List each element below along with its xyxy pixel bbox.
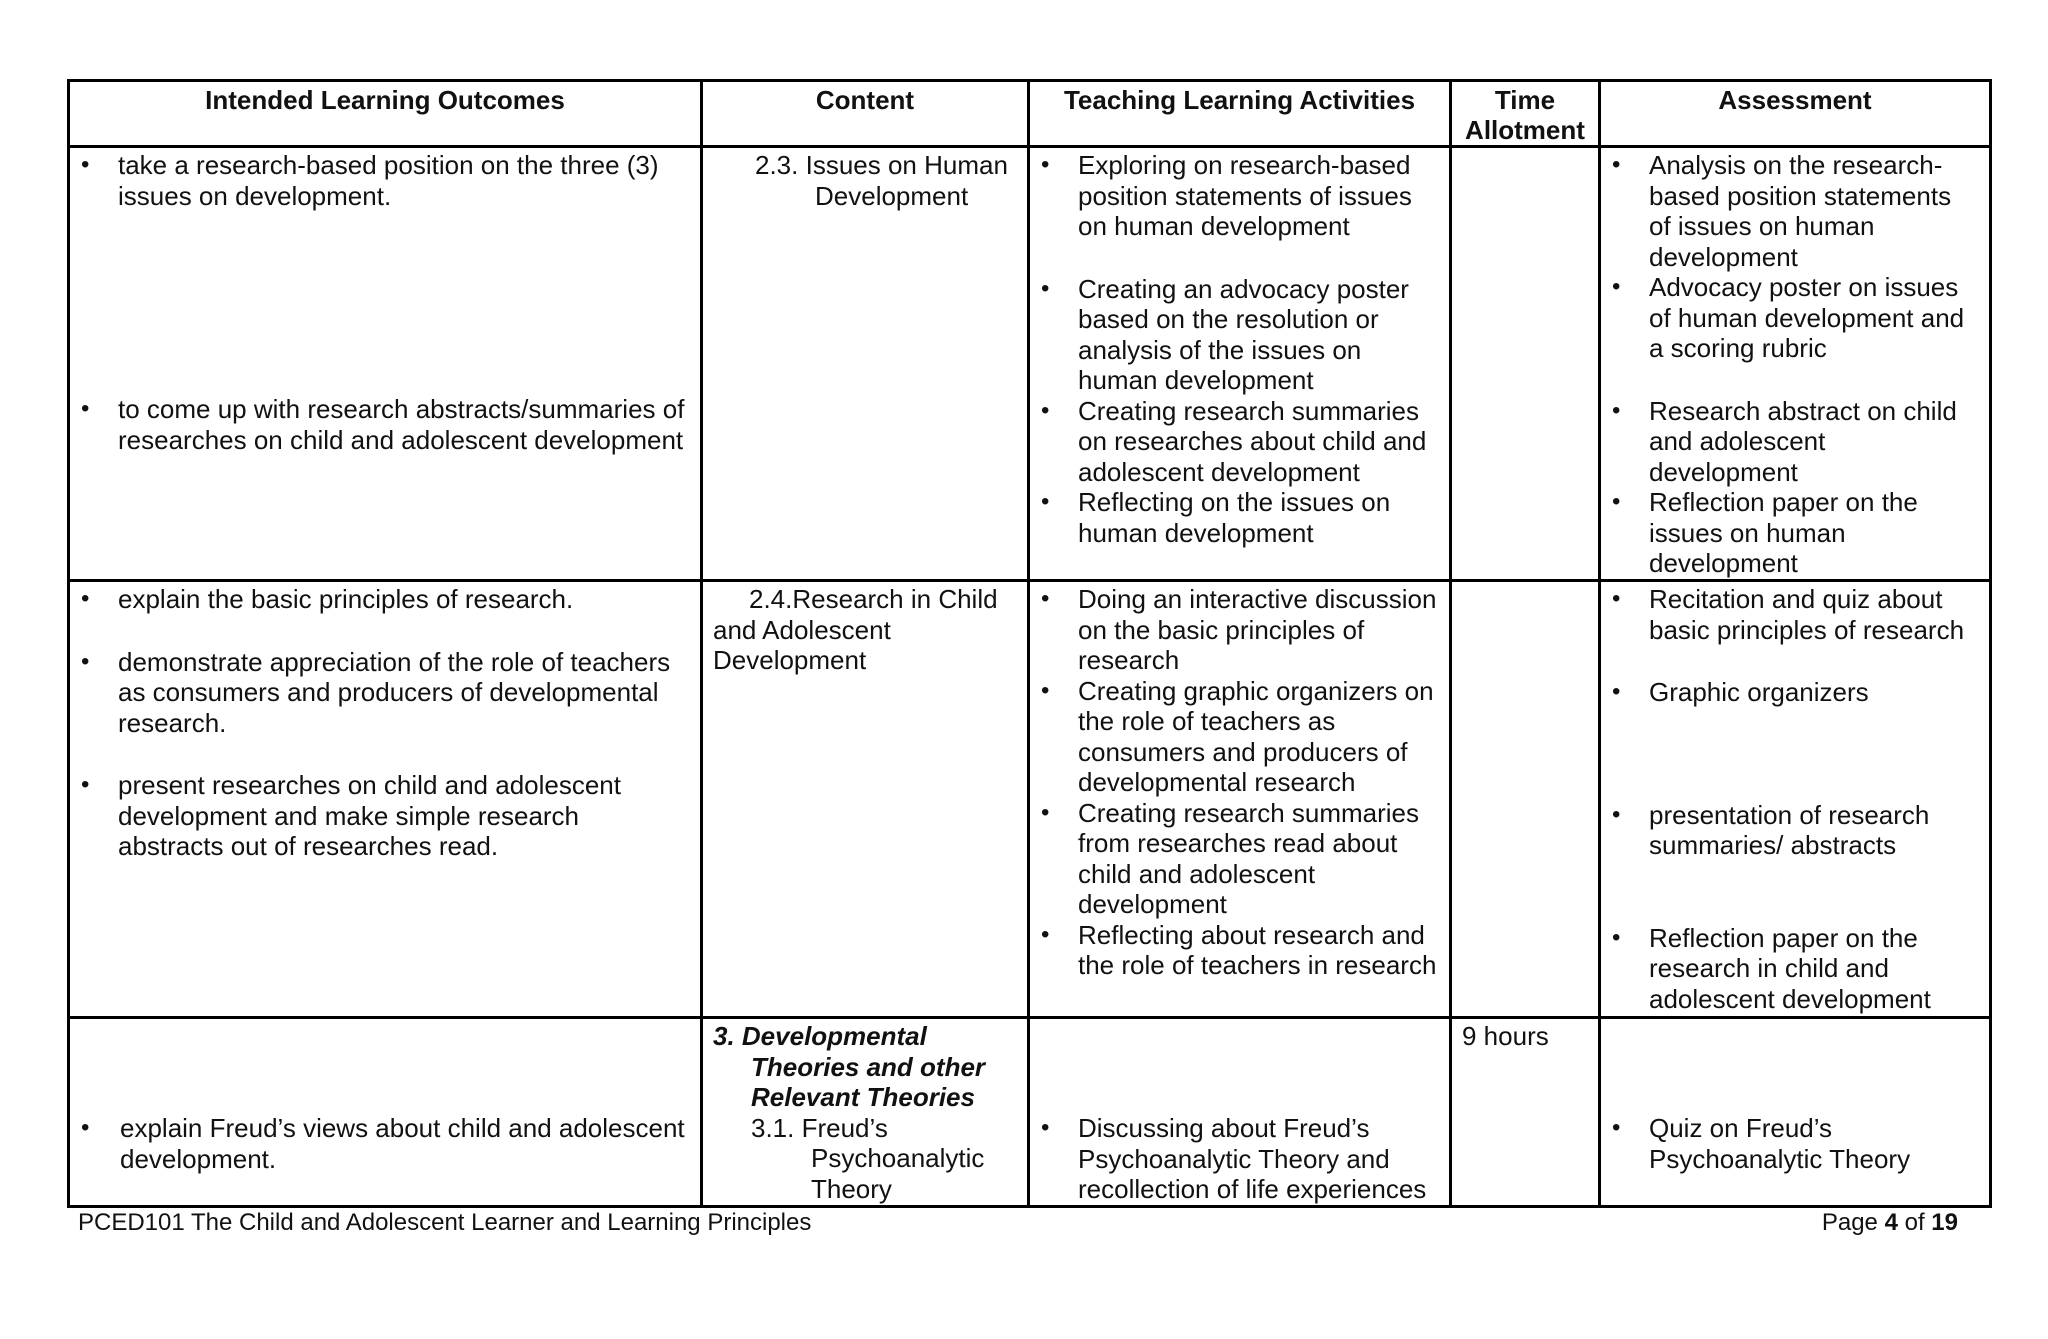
tla-cell xyxy=(1029,147,1451,581)
content-topic: 2.3. Issues on Human xyxy=(755,150,1008,180)
list-item: • Creating an advocacy poster based on the resolution or analysis of the issues on human development xyxy=(1040,274,1439,396)
list-item: • explain Freud’s views about child and adolescent development. xyxy=(80,1113,690,1174)
list-item: • Creating research summaries on researches about child and adolescent development xyxy=(1040,396,1439,488)
page-number: Page 4 of 19 xyxy=(1821,1209,1958,1236)
ilo-cell xyxy=(69,1018,702,1207)
list-item: • Graphic organizers xyxy=(1611,677,1979,708)
list-item: • Reflecting on the issues on human development xyxy=(1040,487,1439,548)
content-topic-cont: Theory xyxy=(811,1173,892,1204)
list-item: • take a research-based position on the three (3) issues on development. xyxy=(80,150,690,211)
list-item: • Exploring on research-based position statements of issues on human development xyxy=(1040,150,1439,242)
time-cell: 9 hours xyxy=(1451,1018,1600,1207)
assessment-cell xyxy=(1600,1018,1991,1207)
list-item: • Creating graphic organizers on the role of teachers as consumers and producers of developmental research xyxy=(1040,676,1439,798)
content-cell xyxy=(702,1018,1029,1207)
syllabus-table xyxy=(67,79,1992,1208)
content-cell xyxy=(702,581,1029,1018)
list-item: • Recitation and quiz about basic principles of research xyxy=(1611,584,1979,645)
assessment-cell xyxy=(1600,147,1991,581)
table-row xyxy=(69,581,1991,1018)
list-item: • demonstrate appreciation of the role of teachers as consumers and producers of developmental research. xyxy=(80,647,690,739)
assessment-cell xyxy=(1600,581,1991,1018)
list-item: • Reflecting about research and the role of teachers in research xyxy=(1040,920,1439,981)
header-time: Time Allotment xyxy=(1451,81,1600,147)
list-item: • to come up with research abstracts/summaries of researches on child and adolescent development xyxy=(80,394,690,455)
list-item: • Creating research summaries from researches read about child and adolescent development xyxy=(1040,798,1439,920)
header-ilo: Intended Learning Outcomes xyxy=(69,81,702,147)
content-topic-cont: Development xyxy=(815,180,969,211)
ilo-cell xyxy=(69,147,702,581)
page-footer xyxy=(78,1208,1968,1238)
list-item: • Discussing about Freud’s Psychoanalytic Theory and recollection of life experiences xyxy=(1040,1113,1439,1205)
list-item: • Doing an interactive discussion on the basic principles of research xyxy=(1040,584,1439,676)
list-item: • presentation of research summaries/ abstracts xyxy=(1611,800,1979,861)
time-cell xyxy=(1451,147,1600,581)
list-item: • Reflection paper on the research in child and adolescent development xyxy=(1611,923,1979,1015)
content-cell xyxy=(702,147,1029,581)
time-cell xyxy=(1451,581,1600,1018)
list-item: • Advocacy poster on issues of human development and a scoring rubric xyxy=(1611,272,1979,364)
list-item: • Quiz on Freud’s Psychoanalytic Theory xyxy=(1611,1113,1979,1174)
content-topic: 3.1. Freud’s xyxy=(751,1112,888,1143)
content-heading: 3. Developmental Theories and other Relevant Theories xyxy=(713,1021,986,1112)
course-title: PCED101 The Child and Adolescent Learner and Learning Principles xyxy=(78,1209,812,1236)
header-assessment: Assessment xyxy=(1600,81,1991,147)
header-row xyxy=(69,81,1991,147)
content-topic-cont: Psychoanalytic xyxy=(811,1143,985,1173)
table-row xyxy=(69,147,1991,581)
header-content: Content xyxy=(702,81,1029,147)
header-tla: Teaching Learning Activities xyxy=(1029,81,1451,147)
tla-cell xyxy=(1029,581,1451,1018)
list-item: • Analysis on the research-based position statements of issues on human development xyxy=(1611,150,1979,272)
table-row xyxy=(69,1018,1991,1207)
list-item: • Research abstract on child and adolescent development xyxy=(1611,396,1979,488)
tla-cell xyxy=(1029,1018,1451,1207)
list-item: • present researches on child and adolescent development and make simple research abstracts out of researches read. xyxy=(80,770,690,862)
list-item: • Reflection paper on the issues on human development xyxy=(1611,487,1979,579)
list-item: • explain the basic principles of research. xyxy=(80,584,690,615)
content-topic-cont: and Adolescent Development xyxy=(713,614,891,675)
ilo-cell xyxy=(69,581,702,1018)
content-topic: 2.4.Research in Child xyxy=(749,584,998,614)
